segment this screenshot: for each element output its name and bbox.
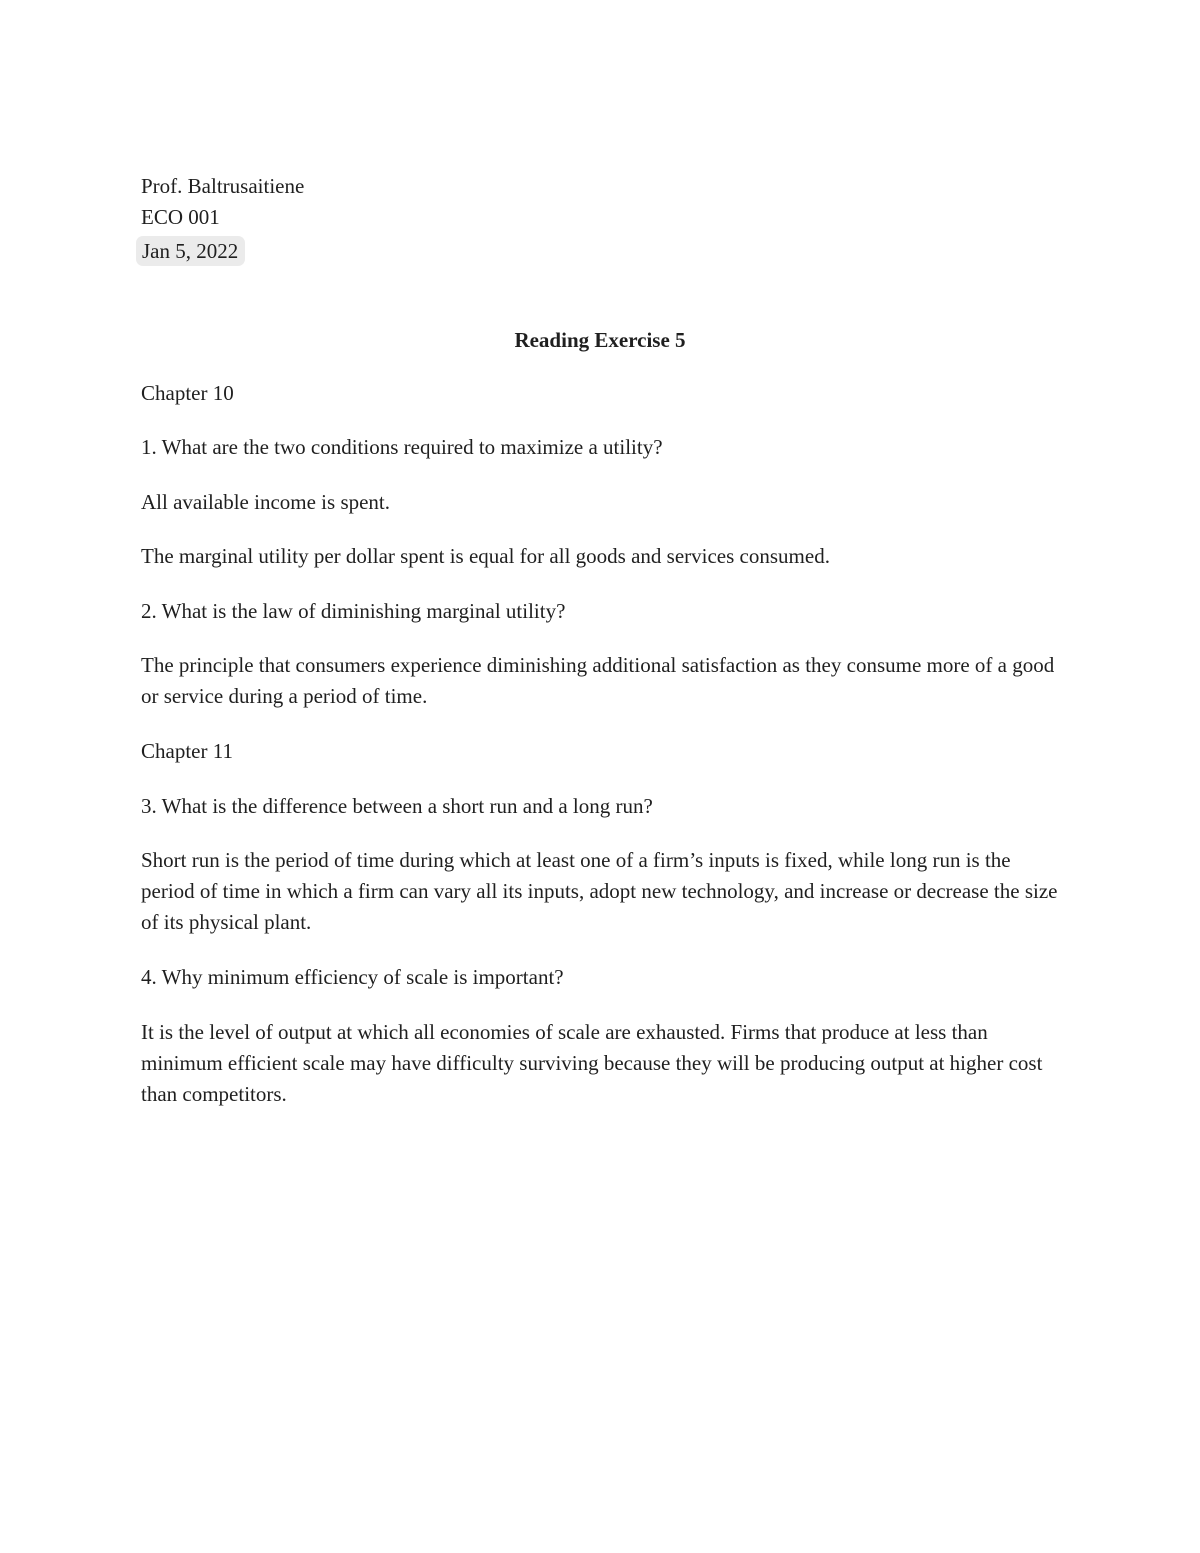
document-header xyxy=(141,171,741,264)
answer-4: It is the level of output at which all economies of scale are exhausted. Firms that produce at less than minimum efficient scale may have difficulty surviving because they will be producing output at higher cost than competitors. xyxy=(141,1020,1043,1106)
professor-name: Prof. Baltrusaitiene xyxy=(141,174,305,198)
chapter-10-heading: Chapter 10 xyxy=(141,381,234,405)
answer-2: The principle that consumers experience diminishing additional satisfaction as they consume more of a good or service during a period of time. xyxy=(141,653,1055,708)
question-2: 2. What is the law of diminishing marginal utility? xyxy=(141,599,566,623)
date-line xyxy=(141,233,741,264)
answer-1-line-1: All available income is spent. xyxy=(141,490,391,514)
question-3: 3. What is the difference between a short run and a long run? xyxy=(141,794,653,818)
course-code: ECO 001 xyxy=(141,205,220,229)
question-4: 4. Why minimum efficiency of scale is important? xyxy=(141,965,564,989)
answer-3: Short run is the period of time during which at least one of a firm’s inputs is fixed, while long run is the period of time in which a firm can vary all its inputs, adopt new technology, and increase or decrease the size of its physical plant. xyxy=(141,848,1058,934)
date-chip[interactable]: Jan 5, 2022 xyxy=(136,236,245,266)
chapter-11-heading: Chapter 11 xyxy=(141,739,233,763)
answer-1-line-2: The marginal utility per dollar spent is equal for all goods and services consumed. xyxy=(141,544,830,568)
document-title: Reading Exercise 5 xyxy=(514,328,686,352)
question-1: 1. What are the two conditions required to maximize a utility? xyxy=(141,435,663,459)
